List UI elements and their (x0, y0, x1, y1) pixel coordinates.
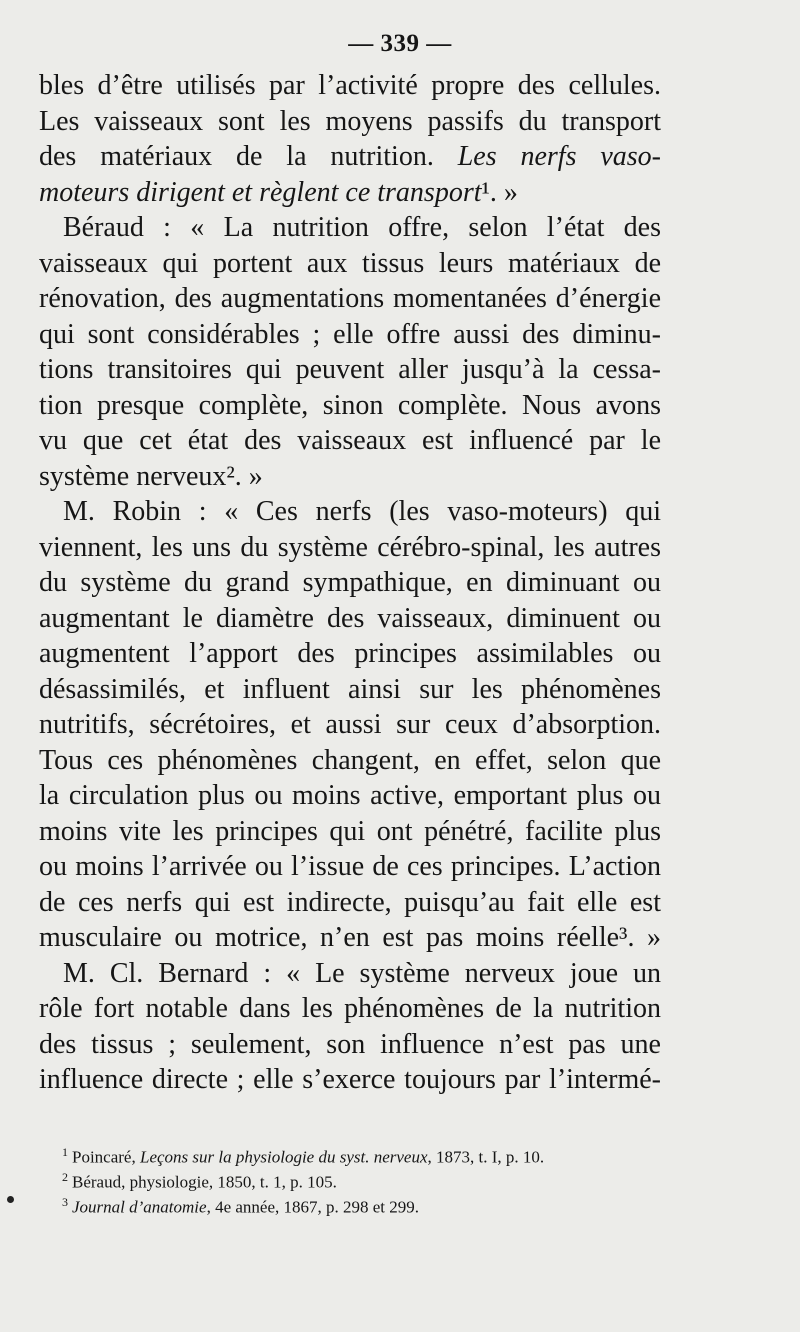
body-line: musculaire ou motrice, n’en est pas moins réelle³. » (39, 922, 661, 953)
body-line: Tous ces phénomènes changent, en effet, selon que (39, 744, 661, 776)
body-line: de ces nerfs qui est indirecte, puisqu’au fait elle est (39, 886, 661, 918)
footnote-mark: 3 (62, 1195, 68, 1209)
footnote-1: $^1$ Poincaré, Leçons sur la physiologie du syst. nerveux, 1873, t. I, p. 10. (62, 1145, 545, 1167)
body-line: rôle fort notable dans les phénomènes de la nutrition (39, 993, 661, 1024)
body-line: la circulation plus ou moins active, emportant plus ou (39, 780, 661, 811)
body-line: moteurs dirigent et règlent ce transport¹. » (39, 176, 518, 208)
body-line: augmentent l’apport des principes assimilables ou (39, 638, 661, 669)
body-line: tions transitoires qui peuvent aller jusqu’à la cessa- (39, 354, 661, 385)
body-line: vu que cet état des vaisseaux est influencé par le (39, 425, 661, 456)
body-line: système nerveux². » (39, 460, 263, 492)
body-text (39, 68, 661, 1098)
body-line: M. Cl. Bernard : « Le système nerveux joue un (63, 957, 661, 989)
body-line: du système du grand sympathique, en diminuant ou (39, 567, 661, 598)
page-number: — 339 — (348, 30, 452, 57)
body-line: des matériaux de la nutrition. Les nerfs vaso- (39, 141, 661, 172)
footnote-3: $^3$ Journal d’anatomie, 4e année, 1867, p. 298 et 299. (62, 1195, 420, 1217)
body-line: désassimilés, et influent ainsi sur les phénomènes (39, 673, 661, 705)
body-line: vaisseaux qui portent aux tissus leurs matériaux de (39, 247, 661, 279)
body-line: Béraud : « La nutrition offre, selon l’état des (63, 212, 661, 243)
footnote-2: $^2$ Béraud, physiologie, 1850, t. 1, p. 105. (62, 1170, 337, 1192)
body-line: influence directe ; elle s’exerce toujours par l’intermé- (39, 1064, 661, 1095)
footnotes (62, 1140, 662, 1215)
body-line: bles d’être utilisés par l’activité propre des cellules. (39, 70, 661, 101)
body-line: augmentant le diamètre des vaisseaux, diminuent ou (39, 602, 661, 634)
body-line: viennent, les uns du système cérébro-spinal, les autres (39, 531, 661, 563)
body-line: rénovation, des augmentations momentanées d’énergie (39, 283, 661, 314)
body-line: M. Robin : « Ces nerfs (les vaso-moteurs) qui (63, 496, 661, 527)
body-line: Les vaisseaux sont les moyens passifs du transport (39, 105, 661, 137)
body-line: ou moins l’arrivée ou l’issue de ces principes. L’action (39, 851, 661, 882)
body-line: qui sont considérables ; elle offre aussi des diminu- (39, 318, 661, 350)
ink-speck (7, 1196, 14, 1203)
body-line: nutritifs, sécrétoires, et aussi sur ceux d’absorption. (39, 709, 661, 740)
body-line: des tissus ; seulement, son influence n’est pas une (39, 1028, 661, 1060)
footnote-mark: 2 (62, 1170, 68, 1184)
body-line: tion presque complète, sinon complète. Nous avons (39, 389, 661, 421)
body-line: moins vite les principes qui ont pénétré, facilite plus (39, 815, 661, 847)
footnote-mark: 1 (62, 1145, 68, 1159)
